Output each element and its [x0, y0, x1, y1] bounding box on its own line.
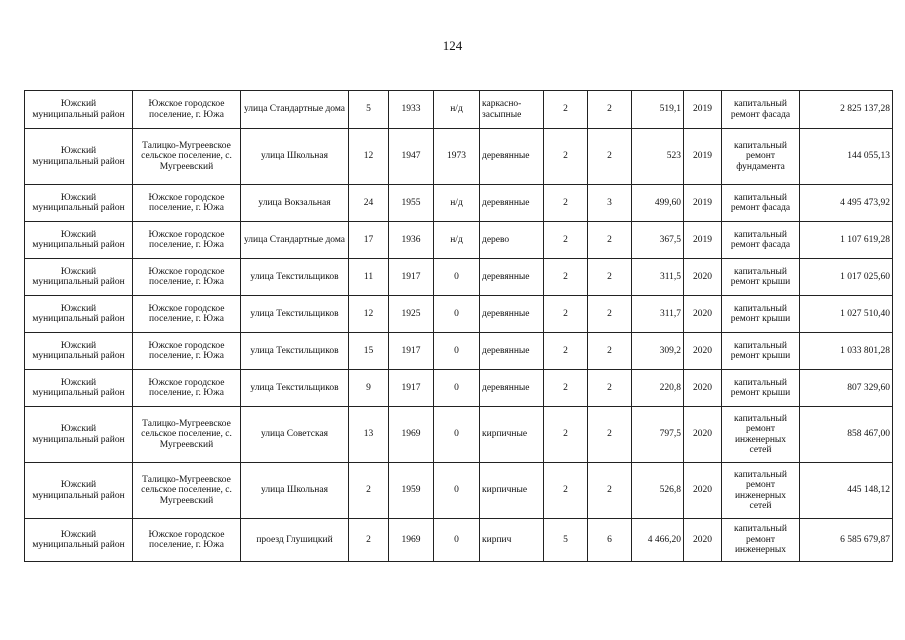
work-type-cell: капитальный ремонт крыши [722, 259, 800, 296]
year-built-cell: 1917 [389, 259, 434, 296]
settlement-cell: Талицко-Мугреевское сельское поселение, с. Мугреевский [133, 407, 241, 463]
wall-material-cell: деревянные [480, 259, 544, 296]
cost-cell: 807 329,60 [800, 370, 893, 407]
entrances-cell: 6 [588, 519, 632, 562]
year-renovated-cell: 0 [434, 463, 480, 519]
entrances-cell: 2 [588, 333, 632, 370]
entrances-cell: 2 [588, 91, 632, 129]
district-cell: Южский муниципальный район [25, 129, 133, 185]
house-number-cell: 15 [349, 333, 389, 370]
street-cell: проезд Глушицкий [241, 519, 349, 562]
year-renovated-cell: 0 [434, 296, 480, 333]
area-cell: 526,8 [632, 463, 684, 519]
cost-cell: 1 017 025,60 [800, 259, 893, 296]
floors-cell: 2 [544, 259, 588, 296]
cost-cell: 858 467,00 [800, 407, 893, 463]
district-cell: Южский муниципальный район [25, 370, 133, 407]
year-built-cell: 1947 [389, 129, 434, 185]
settlement-cell: Южское городское поселение, г. Южа [133, 185, 241, 222]
table-row [25, 463, 893, 519]
street-cell: улица Текстильщиков [241, 370, 349, 407]
cost-cell: 1 033 801,28 [800, 333, 893, 370]
table-row [25, 185, 893, 222]
wall-material-cell: деревянные [480, 296, 544, 333]
district-cell: Южский муниципальный район [25, 296, 133, 333]
house-number-cell: 17 [349, 222, 389, 259]
settlement-cell: Южское городское поселение, г. Южа [133, 370, 241, 407]
year-built-cell: 1933 [389, 91, 434, 129]
settlement-cell: Южское городское поселение, г. Южа [133, 91, 241, 129]
wall-material-cell: кирпичные [480, 407, 544, 463]
entrances-cell: 2 [588, 296, 632, 333]
district-cell: Южский муниципальный район [25, 259, 133, 296]
wall-material-cell: деревянные [480, 185, 544, 222]
area-cell: 4 466,20 [632, 519, 684, 562]
table-row [25, 407, 893, 463]
year-renovated-cell: 0 [434, 407, 480, 463]
house-number-cell: 2 [349, 519, 389, 562]
table-row [25, 91, 893, 129]
district-cell: Южский муниципальный район [25, 407, 133, 463]
house-number-cell: 24 [349, 185, 389, 222]
repair-year-cell: 2020 [684, 463, 722, 519]
district-cell: Южский муниципальный район [25, 463, 133, 519]
repair-year-cell: 2020 [684, 519, 722, 562]
wall-material-cell: деревянные [480, 333, 544, 370]
year-built-cell: 1959 [389, 463, 434, 519]
table-row [25, 259, 893, 296]
floors-cell: 2 [544, 129, 588, 185]
table-row [25, 370, 893, 407]
entrances-cell: 3 [588, 185, 632, 222]
district-cell: Южский муниципальный район [25, 222, 133, 259]
work-type-cell: капитальный ремонт фасада [722, 185, 800, 222]
year-renovated-cell: 0 [434, 259, 480, 296]
repair-year-cell: 2020 [684, 370, 722, 407]
street-cell: улица Текстильщиков [241, 259, 349, 296]
cost-cell: 1 107 619,28 [800, 222, 893, 259]
work-type-cell: капитальный ремонт фундамента [722, 129, 800, 185]
settlement-cell: Талицко-Мугреевское сельское поселение, с. Мугреевский [133, 463, 241, 519]
year-renovated-cell: 0 [434, 333, 480, 370]
house-number-cell: 5 [349, 91, 389, 129]
wall-material-cell: кирпичные [480, 463, 544, 519]
repair-year-cell: 2019 [684, 222, 722, 259]
area-cell: 797,5 [632, 407, 684, 463]
work-type-cell: капитальный ремонт фасада [722, 222, 800, 259]
housing-repair-table [24, 90, 893, 562]
floors-cell: 2 [544, 296, 588, 333]
year-built-cell: 1969 [389, 519, 434, 562]
area-cell: 499,60 [632, 185, 684, 222]
district-cell: Южский муниципальный район [25, 333, 133, 370]
street-cell: улица Стандартные дома [241, 91, 349, 129]
table-body [25, 91, 893, 562]
year-renovated-cell: 0 [434, 370, 480, 407]
area-cell: 311,5 [632, 259, 684, 296]
floors-cell: 2 [544, 370, 588, 407]
area-cell: 367,5 [632, 222, 684, 259]
repair-year-cell: 2020 [684, 333, 722, 370]
settlement-cell: Талицко-Мугреевское сельское поселение, с. Мугреевский [133, 129, 241, 185]
district-cell: Южский муниципальный район [25, 91, 133, 129]
house-number-cell: 2 [349, 463, 389, 519]
entrances-cell: 2 [588, 463, 632, 519]
floors-cell: 2 [544, 463, 588, 519]
repair-year-cell: 2020 [684, 259, 722, 296]
year-renovated-cell: н/д [434, 185, 480, 222]
entrances-cell: 2 [588, 407, 632, 463]
street-cell: улица Школьная [241, 129, 349, 185]
repair-year-cell: 2020 [684, 296, 722, 333]
floors-cell: 2 [544, 185, 588, 222]
house-number-cell: 9 [349, 370, 389, 407]
area-cell: 519,1 [632, 91, 684, 129]
table-row [25, 333, 893, 370]
wall-material-cell: дерево [480, 222, 544, 259]
house-number-cell: 12 [349, 129, 389, 185]
floors-cell: 5 [544, 519, 588, 562]
year-built-cell: 1925 [389, 296, 434, 333]
entrances-cell: 2 [588, 259, 632, 296]
table-row [25, 519, 893, 562]
entrances-cell: 2 [588, 370, 632, 407]
street-cell: улица Стандартные дома [241, 222, 349, 259]
house-number-cell: 13 [349, 407, 389, 463]
year-built-cell: 1969 [389, 407, 434, 463]
wall-material-cell: каркасно-засыпные [480, 91, 544, 129]
street-cell: улица Текстильщиков [241, 296, 349, 333]
street-cell: улица Вокзальная [241, 185, 349, 222]
cost-cell: 6 585 679,87 [800, 519, 893, 562]
table-row [25, 129, 893, 185]
cost-cell: 445 148,12 [800, 463, 893, 519]
area-cell: 311,7 [632, 296, 684, 333]
work-type-cell: капитальный ремонт инженерных сетей [722, 463, 800, 519]
year-built-cell: 1936 [389, 222, 434, 259]
settlement-cell: Южское городское поселение, г. Южа [133, 296, 241, 333]
entrances-cell: 2 [588, 222, 632, 259]
table-row [25, 296, 893, 333]
work-type-cell: капитальный ремонт фасада [722, 91, 800, 129]
settlement-cell: Южское городское поселение, г. Южа [133, 259, 241, 296]
settlement-cell: Южское городское поселение, г. Южа [133, 222, 241, 259]
floors-cell: 2 [544, 407, 588, 463]
house-number-cell: 12 [349, 296, 389, 333]
house-number-cell: 11 [349, 259, 389, 296]
wall-material-cell: деревянные [480, 129, 544, 185]
work-type-cell: капитальный ремонт инженерных сетей [722, 407, 800, 463]
floors-cell: 2 [544, 91, 588, 129]
cost-cell: 144 055,13 [800, 129, 893, 185]
wall-material-cell: деревянные [480, 370, 544, 407]
cost-cell: 2 825 137,28 [800, 91, 893, 129]
work-type-cell: капитальный ремонт инженерных [722, 519, 800, 562]
street-cell: улица Советская [241, 407, 349, 463]
settlement-cell: Южское городское поселение, г. Южа [133, 333, 241, 370]
year-built-cell: 1917 [389, 333, 434, 370]
cost-cell: 1 027 510,40 [800, 296, 893, 333]
floors-cell: 2 [544, 333, 588, 370]
wall-material-cell: кирпич [480, 519, 544, 562]
work-type-cell: капитальный ремонт крыши [722, 296, 800, 333]
floors-cell: 2 [544, 222, 588, 259]
year-built-cell: 1955 [389, 185, 434, 222]
year-built-cell: 1917 [389, 370, 434, 407]
page-number: 124 [442, 38, 463, 53]
repair-year-cell: 2019 [684, 91, 722, 129]
repair-year-cell: 2019 [684, 129, 722, 185]
area-cell: 309,2 [632, 333, 684, 370]
work-type-cell: капитальный ремонт крыши [722, 333, 800, 370]
entrances-cell: 2 [588, 129, 632, 185]
year-renovated-cell: 1973 [434, 129, 480, 185]
street-cell: улица Школьная [241, 463, 349, 519]
work-type-cell: капитальный ремонт крыши [722, 370, 800, 407]
year-renovated-cell: н/д [434, 222, 480, 259]
district-cell: Южский муниципальный район [25, 185, 133, 222]
street-cell: улица Текстильщиков [241, 333, 349, 370]
settlement-cell: Южское городское поселение, г. Южа [133, 519, 241, 562]
year-renovated-cell: н/д [434, 91, 480, 129]
area-cell: 523 [632, 129, 684, 185]
repair-year-cell: 2020 [684, 407, 722, 463]
repair-year-cell: 2019 [684, 185, 722, 222]
year-renovated-cell: 0 [434, 519, 480, 562]
area-cell: 220,8 [632, 370, 684, 407]
district-cell: Южский муниципальный район [25, 519, 133, 562]
table-row [25, 222, 893, 259]
cost-cell: 4 495 473,92 [800, 185, 893, 222]
